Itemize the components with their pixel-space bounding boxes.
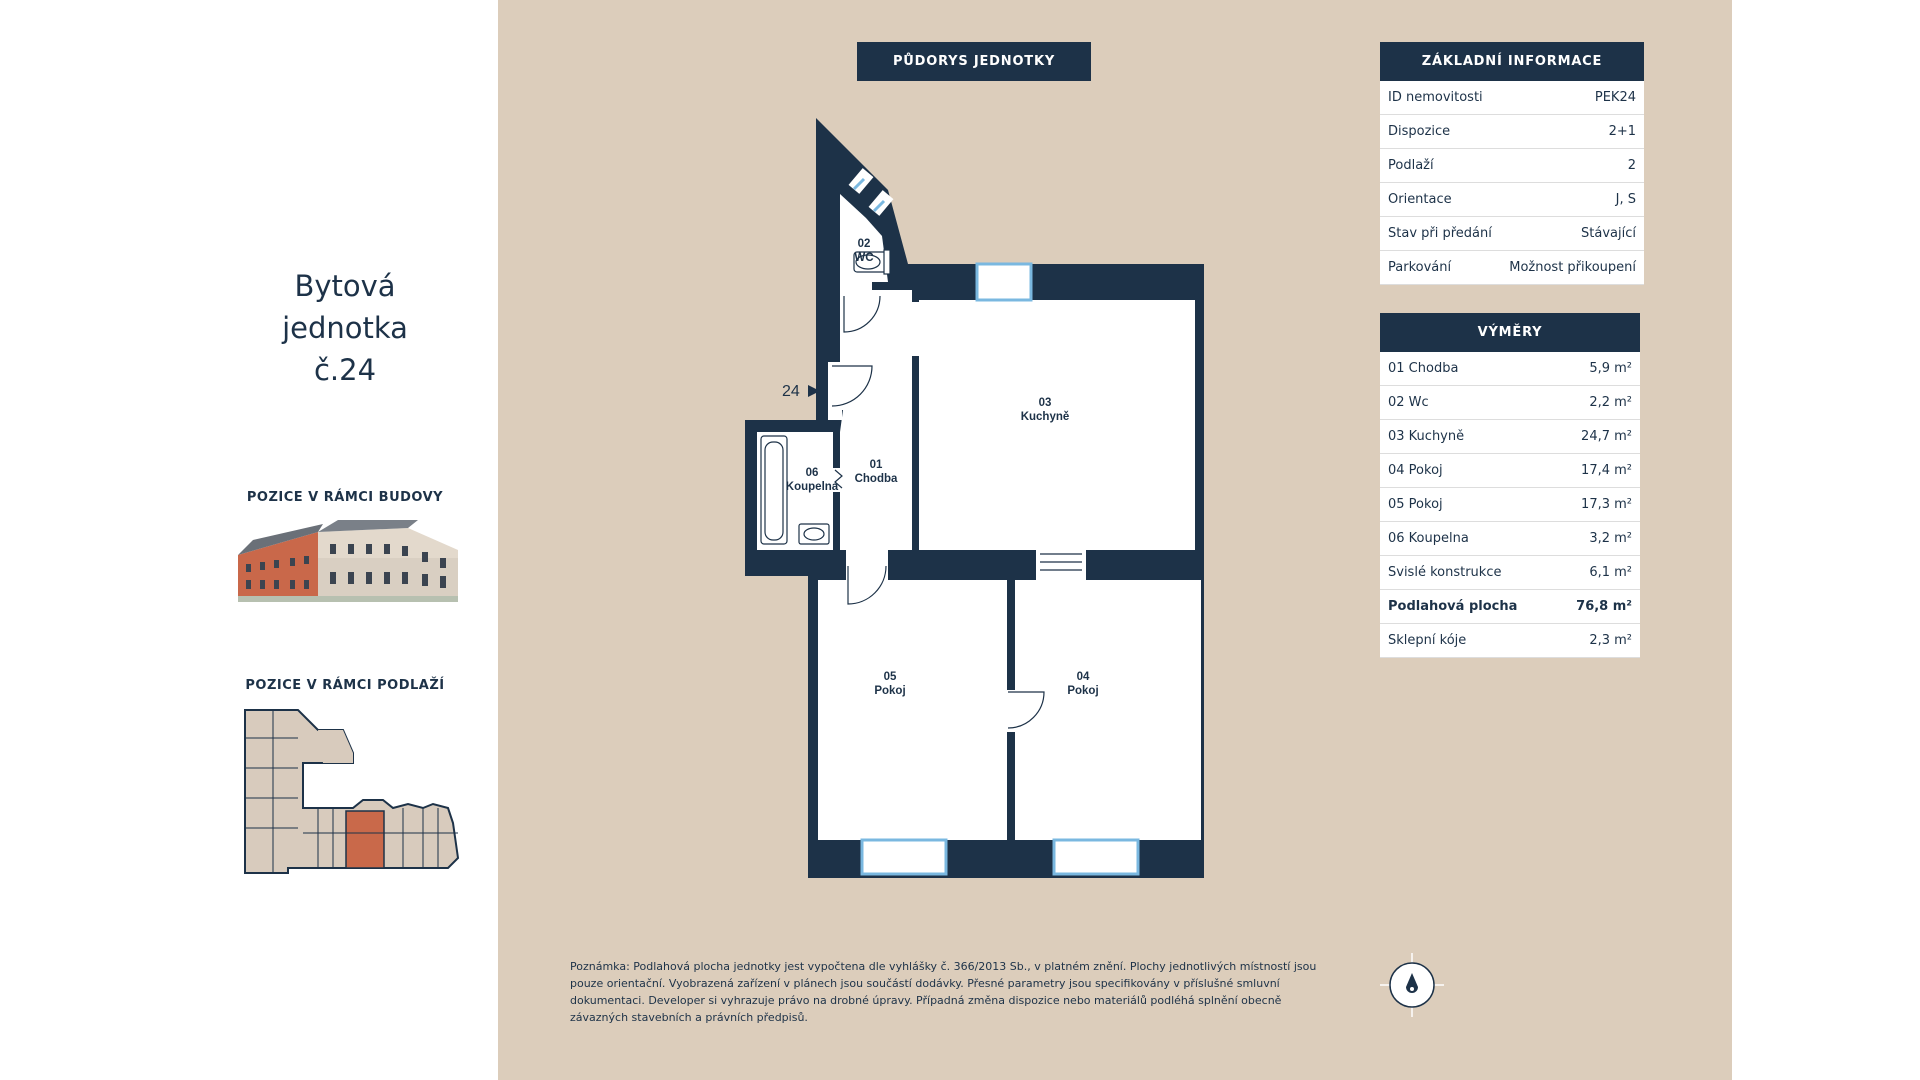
building-image bbox=[238, 520, 458, 606]
area-row: 02 Wc 2,2 m² bbox=[1380, 386, 1640, 420]
area-row: 03 Kuchyně 24,7 m² bbox=[1380, 420, 1640, 454]
area-row: 05 Pokoj 17,3 m² bbox=[1380, 488, 1640, 522]
room-01-num: 01 bbox=[869, 459, 883, 471]
info-row: Podlaží 2 bbox=[1380, 149, 1644, 183]
room-04-num: 04 bbox=[1076, 671, 1090, 683]
area-row: 01 Chodba 5,9 m² bbox=[1380, 352, 1640, 386]
room-01-name: Chodba bbox=[854, 473, 898, 485]
entrance-number: 24 bbox=[782, 383, 800, 400]
info-row: Dispozice 2+1 bbox=[1380, 115, 1644, 149]
room-02-name: WC bbox=[854, 252, 874, 264]
info-row: Stav při předání Stávající bbox=[1380, 217, 1644, 251]
building-position-label: POZICE V RÁMCI BUDOVY bbox=[246, 490, 444, 505]
info-table bbox=[1380, 42, 1644, 285]
room-06-name: Koupelna bbox=[785, 481, 839, 493]
info-heading: ZÁKLADNÍ INFORMACE bbox=[1380, 42, 1644, 81]
area-row-total: Podlahová plocha 76,8 m² bbox=[1380, 590, 1640, 624]
room-05-name: Pokoj bbox=[874, 685, 906, 697]
info-row: ID nemovitosti PEK24 bbox=[1380, 81, 1644, 115]
info-row: Orientace J, S bbox=[1380, 183, 1644, 217]
unit-title-line1: Bytová bbox=[294, 269, 396, 303]
areas-heading: VÝMĚRY bbox=[1380, 313, 1640, 352]
area-row: Svislé konstrukce 6,1 m² bbox=[1380, 556, 1640, 590]
room-03-name: Kuchyně bbox=[1020, 411, 1070, 423]
area-row: 04 Pokoj 17,4 m² bbox=[1380, 454, 1640, 488]
room-03-num: 03 bbox=[1038, 397, 1052, 409]
area-row: 06 Koupelna 3,2 m² bbox=[1380, 522, 1640, 556]
room-04-name: Pokoj bbox=[1067, 685, 1099, 697]
info-row: Parkování Možnost přikoupení bbox=[1380, 251, 1644, 285]
floor-plan bbox=[740, 110, 1220, 890]
room-06-num: 06 bbox=[805, 467, 819, 479]
areas-table bbox=[1380, 313, 1640, 658]
disclaimer-note: Poznámka: Podlahová plocha jednotky jest vypočtena dle vyhlášky č. 366/2013 Sb., v platném znění. Plochy jednotlivých místností jsou pouze orientační. Vyobrazená zařízení v plánech jsou součástí dodávky. Přesné parametry jsou specifikovány v příslušné smluvní dokumentaci. Developer si vyhrazuje právo na drobné úpravy. Případná změna dispozice nebo materiálů podléhá splnění obecně závazných stavebních a právních předpisů. bbox=[570, 960, 1317, 1024]
unit-title bbox=[230, 265, 460, 391]
floor-position-label: POZICE V RÁMCI PODLAŽÍ bbox=[245, 678, 445, 693]
unit-title-line3: č.24 bbox=[313, 353, 377, 387]
area-row: Sklepní kóje 2,3 m² bbox=[1380, 624, 1640, 658]
floor-position-image bbox=[243, 708, 463, 878]
room-05-num: 05 bbox=[883, 671, 897, 683]
room-02-num: 02 bbox=[857, 238, 871, 250]
compass-icon bbox=[1378, 951, 1446, 1019]
unit-title-line2: jednotka bbox=[282, 311, 408, 345]
plan-heading: PŮDORYS JEDNOTKY bbox=[857, 42, 1091, 81]
